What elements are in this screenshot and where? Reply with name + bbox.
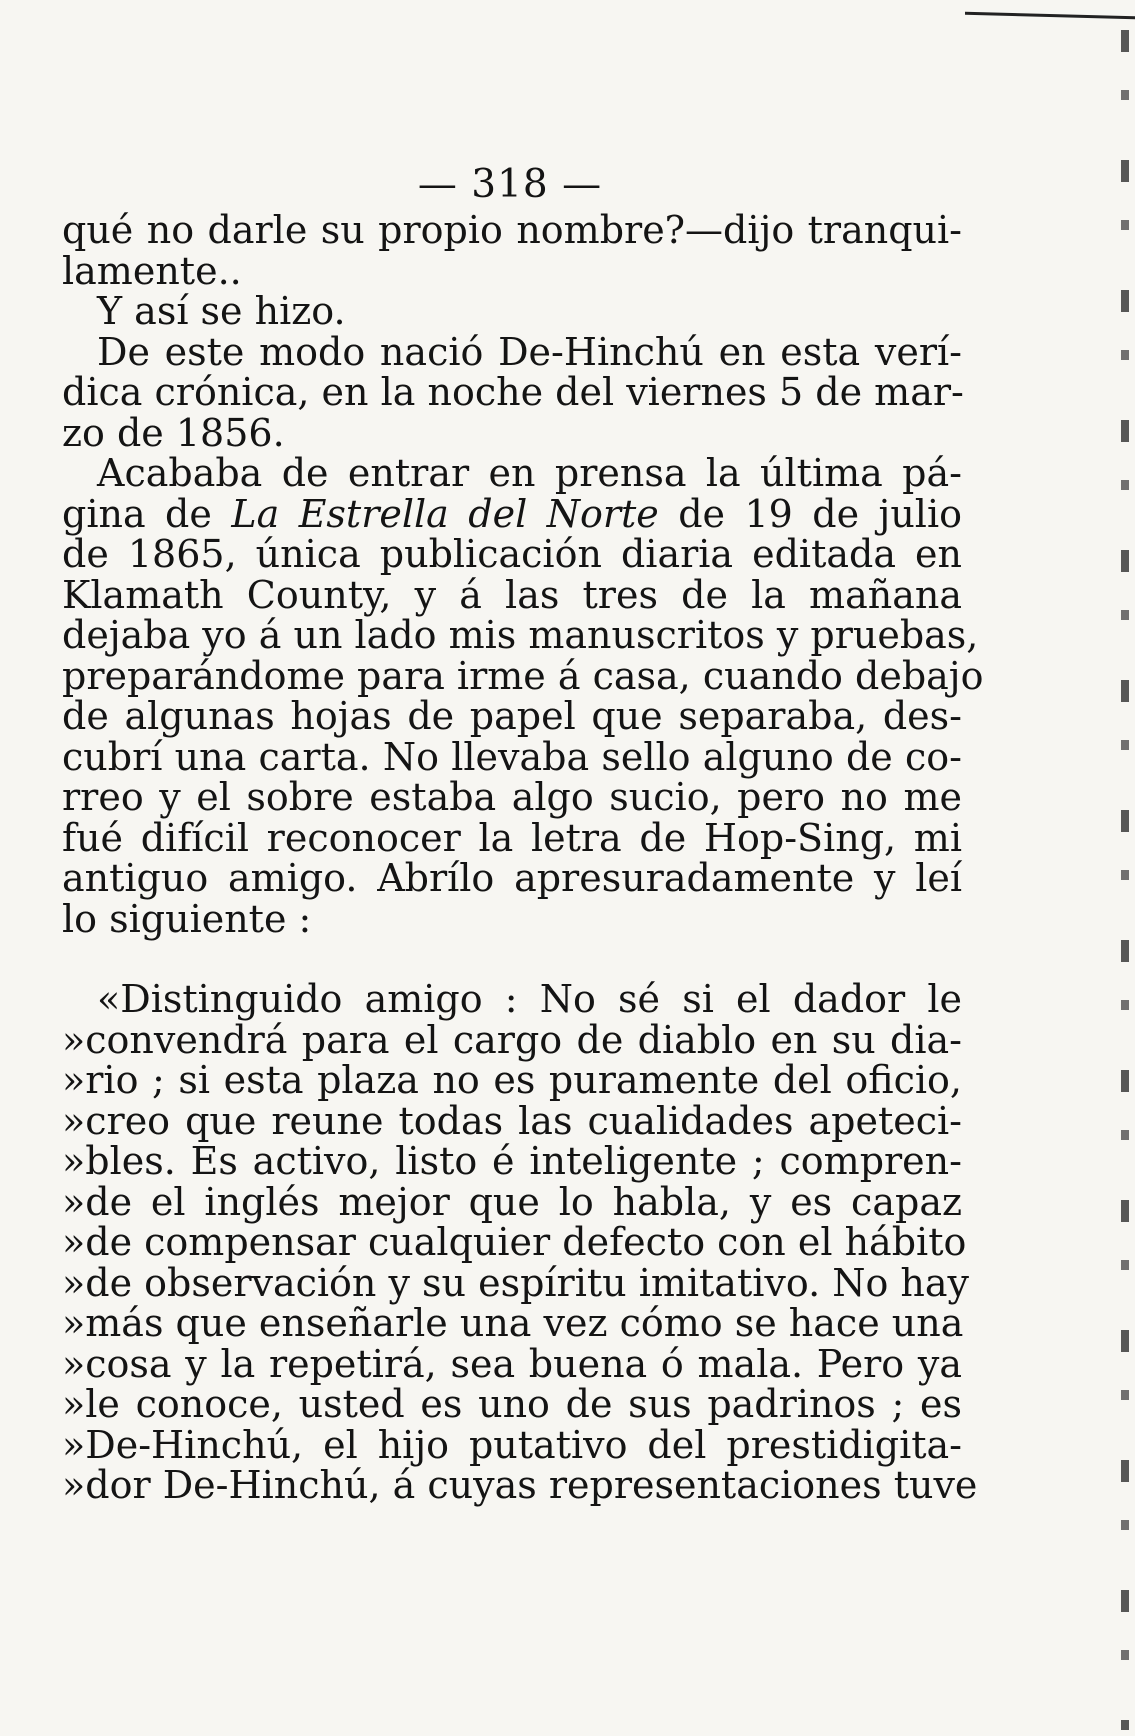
text-line: Acababa de entrar en prensa la última pá- [97,451,962,495]
text-line: preparándome para irme á casa, cuando debajo [62,653,984,698]
letter-line: »dor De-Hinchú, á cuyas representaciones tuve [62,1463,978,1507]
paragraph-gap [62,939,962,979]
text-line: dica crónica, en la noche del viernes 5 de mar- [62,370,964,414]
text-line-with-title: gina de La Estrella del Norte de 19 de julio [62,491,962,536]
text-line: zo de 1856. [62,410,285,455]
text-line: De este modo nació De-Hinchú en esta verí- [97,329,962,374]
letter-line: »cosa y la repetirá, sea buena ó mala. Pero ya [62,1341,962,1386]
text-line: qué no darle su propio nombre?—dijo tranqui- [62,208,962,252]
letter-line: »más que enseñarle una vez cómo se hace una [62,1301,964,1345]
text-line: Klamath County, y á las tres de la mañana [62,572,962,617]
text-line: dejaba yo á un lado mis manuscritos y pruebas, [62,613,979,657]
letter-line: »le conoce, usted es uno de sus padrinos ; es [62,1382,962,1426]
binding-edge [1121,30,1129,1730]
text-line: cubrí una carta. No llevaba sello alguno de co- [62,734,962,779]
letter-line: »bles. Es activo, listo é inteligente ; compren- [62,1139,962,1183]
text-line: fué difícil reconocer la letra de Hop-Sing, mi [62,815,962,860]
letter-line: «Distinguido amigo : No sé si el dador le [97,977,962,1021]
text-line: rreo y el sobre estaba algo sucio, pero no me [62,775,962,819]
letter-line: »de el inglés mejor que lo habla, y es capaz [62,1179,962,1224]
letter-line: »de compensar cualquier defecto con el hábito [62,1220,967,1264]
page-number: — 318 — [417,162,603,207]
text-line: de algunas hojas de papel que separaba, des- [62,694,962,738]
body-text [62,208,984,1507]
text-line: lamente.. [62,248,242,293]
text-line: Y así se hizo. [97,289,346,333]
letter-line: »De-Hinchú, el hijo putativo del prestidigita- [62,1422,962,1467]
letter-line: »creo que reune todas las cualidades apeteci- [62,1098,962,1143]
letter-line: »de observación y su espíritu imitativo. No hay [62,1260,970,1305]
page-edge-shadow [965,0,1135,19]
text-line: antiguo amigo. Abrílo apresuradamente y leí [62,856,962,900]
letter-line: »rio ; si esta plaza no es puramente del oficio, [62,1058,962,1102]
letter-line: »convendrá para el cargo de diablo en su dia- [62,1017,962,1062]
newspaper-title: La Estrella del Norte [231,491,659,536]
text-line: lo siguiente : [62,896,312,941]
text-line: de 1865, única publicación diaria editada en [62,532,962,576]
